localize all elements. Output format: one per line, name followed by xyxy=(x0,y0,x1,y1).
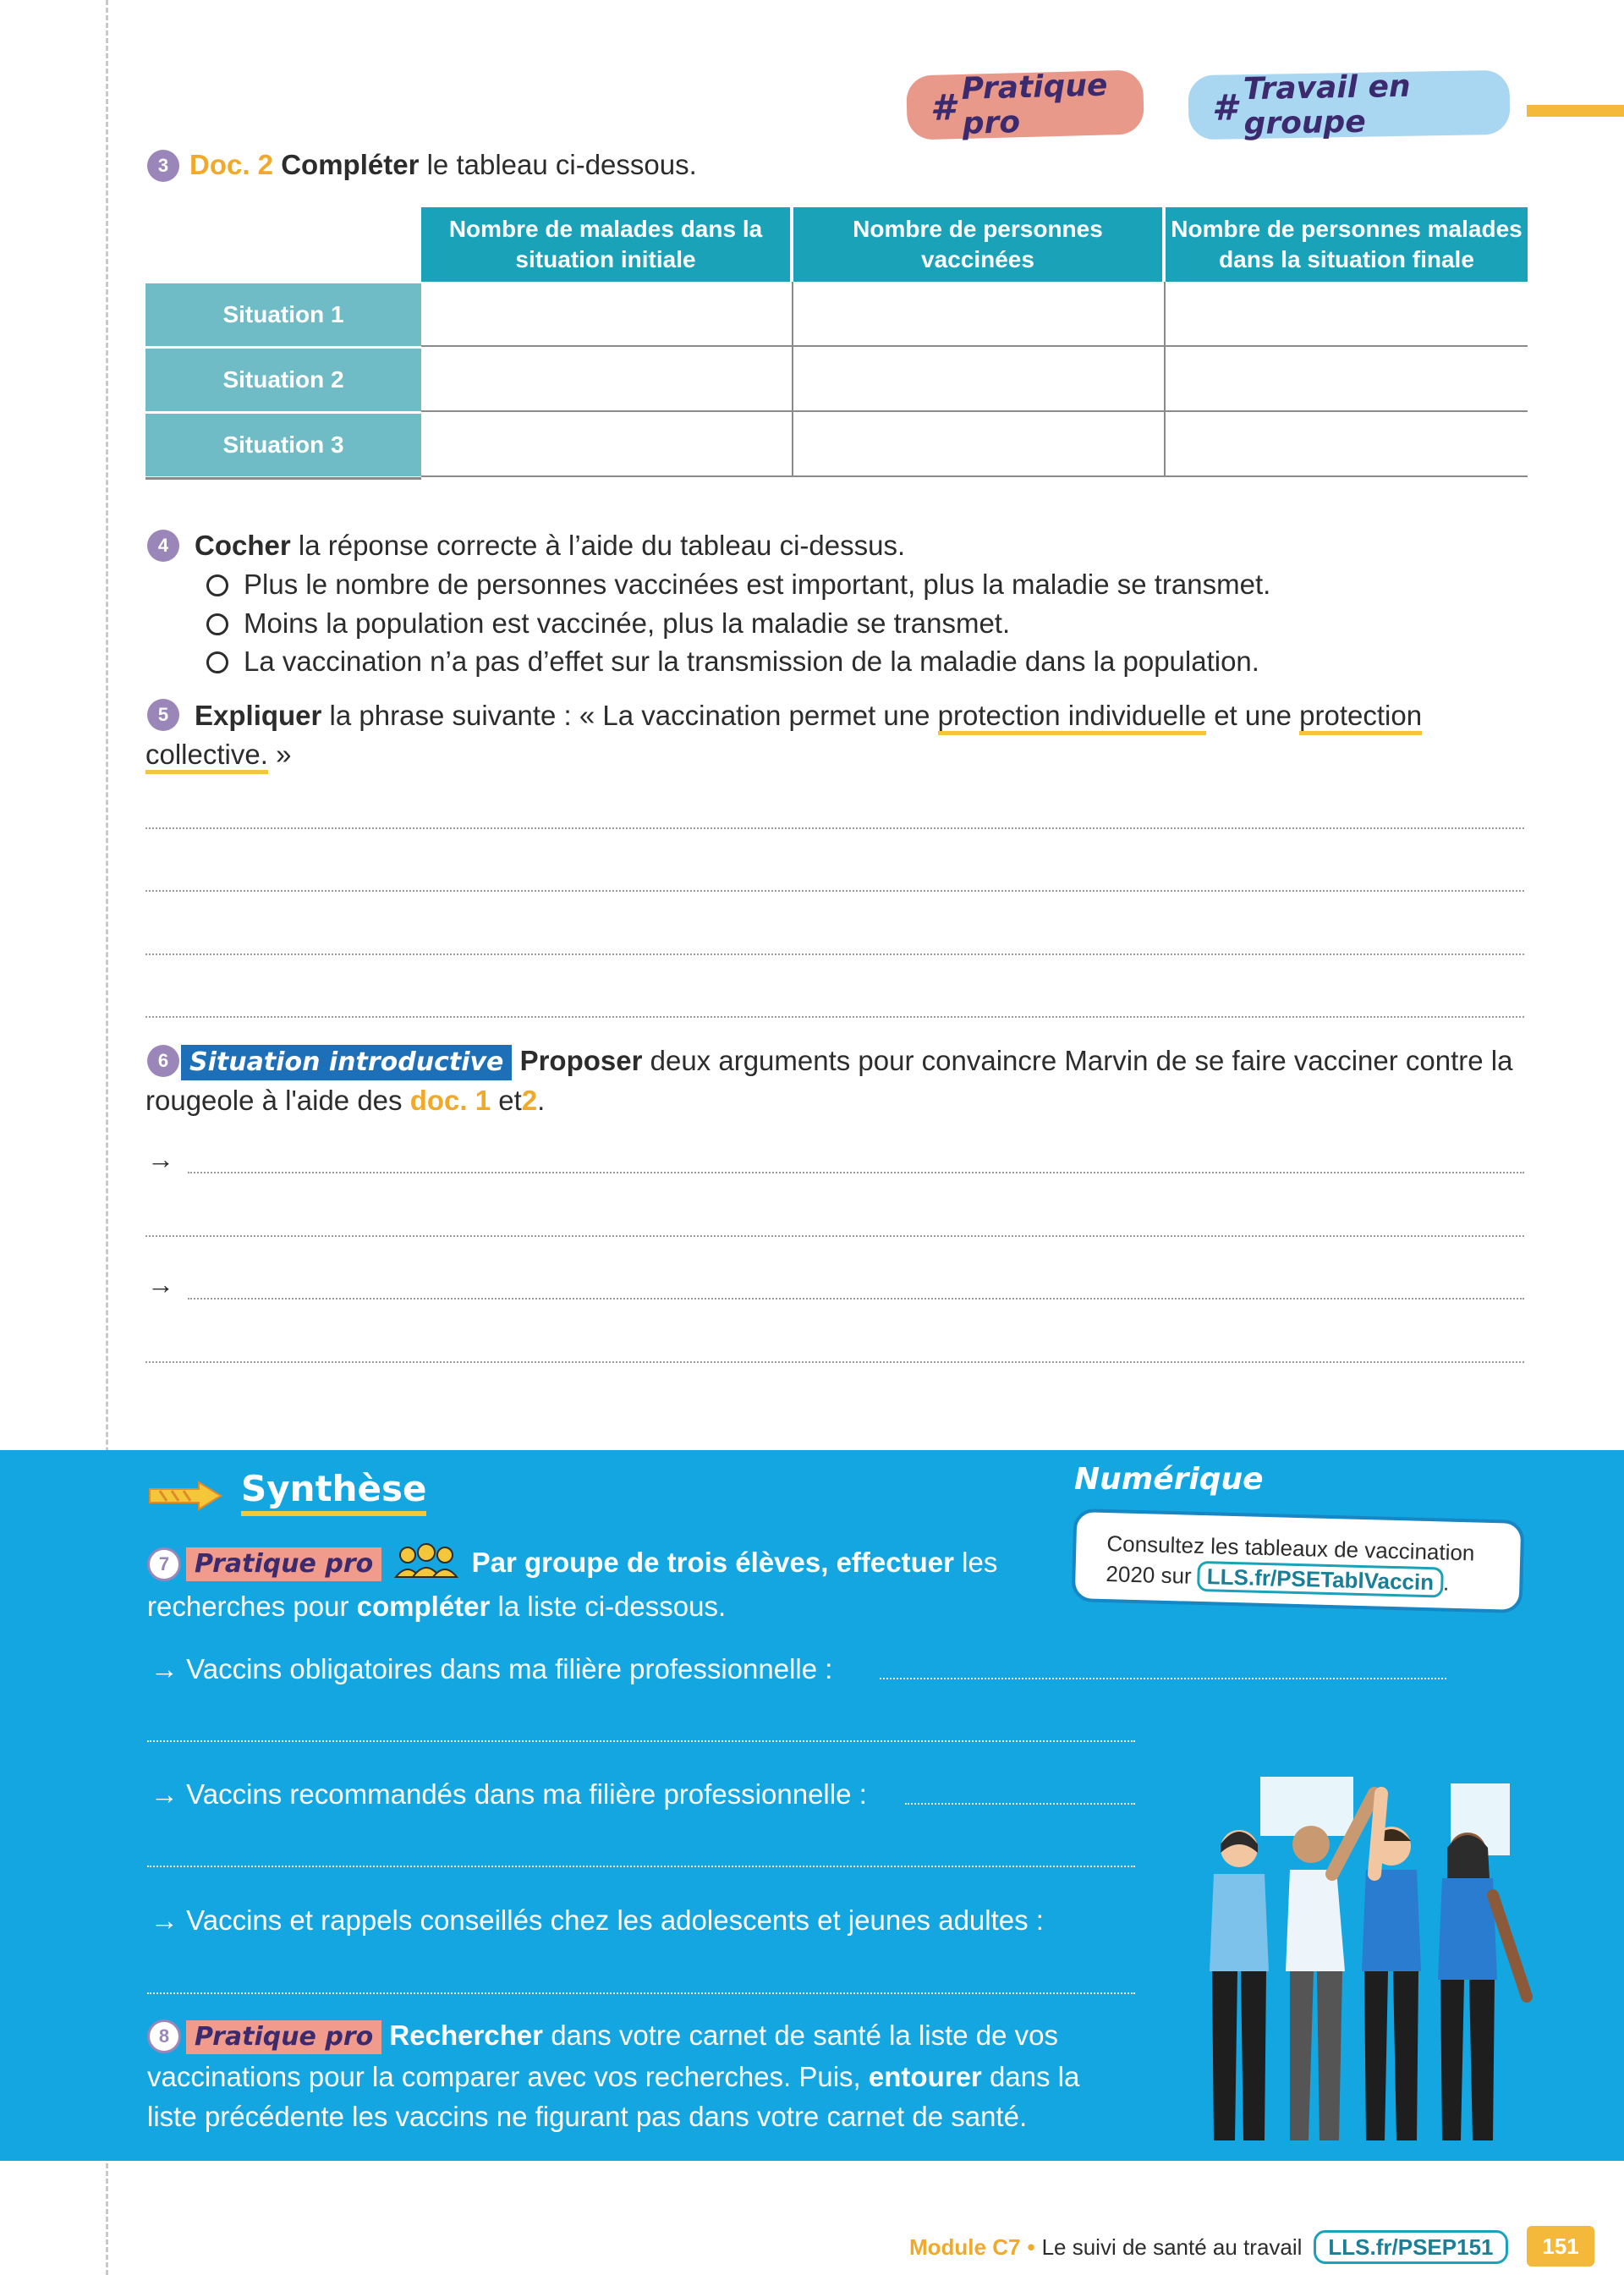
table-cell[interactable] xyxy=(793,347,1166,412)
answer-line[interactable] xyxy=(145,1016,1524,1018)
question-rest: . xyxy=(537,1085,546,1116)
table-row-label: Situation 2 xyxy=(145,349,421,411)
answer-line[interactable] xyxy=(905,1803,1135,1805)
arrow-icon: → xyxy=(147,1144,174,1174)
doc-ref: doc. 1 xyxy=(409,1085,491,1116)
numerique-link[interactable]: LLS.fr/PSETablVaccin xyxy=(1197,1561,1443,1598)
question-number: 7 xyxy=(147,1547,181,1581)
question-6-text-line2 xyxy=(145,1081,545,1120)
hashtag-icon: # xyxy=(1211,85,1237,129)
question-rest: rougeole à l'aide des xyxy=(145,1085,403,1116)
table-header: Nombre de malades dans la situation initiale xyxy=(421,207,790,282)
table-cell[interactable] xyxy=(421,412,793,477)
page-number: 151 xyxy=(1527,2226,1594,2267)
question-number: 5 xyxy=(147,699,179,731)
arrow-right-icon xyxy=(148,1481,222,1511)
tag-pratique-pro xyxy=(906,69,1144,140)
doc-ref: 2 xyxy=(521,1085,538,1116)
question-rest: » xyxy=(276,739,292,770)
question-8-text-line3: liste précédente les vaccins ne figurant pas dans votre carnet de santé. xyxy=(147,2101,1028,2132)
question-verb: entourer xyxy=(868,2061,982,2092)
question-5-text xyxy=(195,696,1422,735)
question-rest: deux arguments pour convaincre Marvin de se faire vacciner contre la xyxy=(650,1045,1513,1076)
highlight-text: protection xyxy=(1299,700,1422,735)
question-rest: vaccinations pour la comparer avec vos recherches. Puis, xyxy=(147,2061,861,2092)
question-rest: la liste ci-dessous. xyxy=(497,1591,727,1622)
table-cell[interactable] xyxy=(421,347,793,412)
option-label: Moins la population est vaccinée, plus la maladie se transmet. xyxy=(244,607,1011,639)
radio-circle-icon[interactable] xyxy=(206,574,228,596)
tag-travail-groupe-label: Travail en groupe xyxy=(1243,69,1411,142)
table-cell[interactable] xyxy=(793,412,1166,477)
numerique-end: . xyxy=(1442,1569,1450,1596)
answer-line[interactable] xyxy=(145,890,1524,892)
question-rest: le tableau ci-dessous. xyxy=(426,149,697,180)
table-row-label: Situation 3 xyxy=(145,414,421,476)
highlight-text: collective. xyxy=(145,739,268,774)
question-verb: Expliquer xyxy=(195,700,322,731)
numerique-text: Consultez les tableaux de vaccination xyxy=(1106,1530,1475,1566)
question-8-text xyxy=(186,2016,1058,2055)
group-people-icon xyxy=(392,1543,460,1579)
pratique-pro-tag: Pratique pro xyxy=(186,1547,381,1581)
question-rest: dans votre carnet de santé la liste de vos xyxy=(551,2019,1059,2051)
footer-link[interactable]: LLS.fr/PSEP151 xyxy=(1314,2230,1507,2264)
answer-line[interactable] xyxy=(880,1678,1446,1679)
question-number: 3 xyxy=(147,150,179,182)
synthese-list-item: → Vaccins et rappels conseillés chez les adolescents et jeunes adultes : xyxy=(151,1904,1044,1936)
table-cell[interactable] xyxy=(793,282,1166,347)
question-verb: Proposer xyxy=(519,1045,643,1076)
question-3-text xyxy=(189,146,697,184)
synthese-list-item: → Vaccins obligatoires dans ma filière professionnelle : xyxy=(151,1653,833,1684)
footer-module: Module C7 xyxy=(909,2234,1021,2260)
radio-circle-icon[interactable] xyxy=(206,613,228,635)
question-verb: compléter xyxy=(356,1591,491,1622)
footer-title: Le suivi de santé au travail xyxy=(1041,2234,1303,2260)
question-number: 6 xyxy=(147,1045,179,1077)
question-7-text-line2 xyxy=(147,1587,726,1626)
question-7-text xyxy=(186,1543,997,1582)
answer-line[interactable] xyxy=(145,953,1524,955)
team-high-five-illustration xyxy=(1163,1777,1561,2157)
option-row[interactable] xyxy=(206,642,1259,681)
numerique-box xyxy=(1072,1508,1525,1613)
question-6-text xyxy=(181,1041,1512,1080)
question-8-text-line2 xyxy=(147,2058,1079,2096)
question-verb: Compléter xyxy=(281,149,420,180)
arrow-icon: → xyxy=(147,1269,174,1300)
question-rest: les xyxy=(962,1547,998,1578)
doc-ref: Doc. 2 xyxy=(189,149,274,180)
table-cell[interactable] xyxy=(421,282,793,347)
synthese-title: Synthèse xyxy=(241,1468,426,1516)
table-cell[interactable] xyxy=(1166,282,1528,347)
table-cell[interactable] xyxy=(1166,347,1528,412)
numerique-title: Numérique xyxy=(1074,1462,1264,1497)
page-footer xyxy=(909,2230,1508,2264)
tag-travail-groupe xyxy=(1188,70,1510,140)
answer-line[interactable] xyxy=(147,1740,1135,1742)
question-rest: et xyxy=(498,1085,522,1116)
answer-line[interactable] xyxy=(147,1866,1135,1867)
option-row[interactable] xyxy=(206,565,1270,604)
question-5-text-line2 xyxy=(145,735,291,774)
synthese-list-item: → Vaccins recommandés dans ma filière professionnelle : xyxy=(151,1778,867,1810)
question-rest: recherches pour xyxy=(147,1591,349,1622)
question-rest: et une xyxy=(1214,700,1292,731)
hashtag-icon: # xyxy=(930,85,956,129)
question-number: 4 xyxy=(147,530,179,562)
question-rest: la phrase suivante : « La vaccination permet une xyxy=(329,700,930,731)
table-cell[interactable] xyxy=(1166,412,1528,477)
highlight-text: protection individuelle xyxy=(938,700,1206,735)
answer-line[interactable] xyxy=(145,1235,1524,1237)
table-row-label: Situation 1 xyxy=(145,283,421,346)
question-verb: Par groupe de trois élèves, effectuer xyxy=(471,1547,954,1578)
question-rest: la réponse correcte à l’aide du tableau ci-dessus. xyxy=(298,530,906,561)
table-bottom-border xyxy=(145,477,421,480)
answer-line[interactable] xyxy=(188,1172,1524,1173)
table-header: Nombre de personnes malades dans la situation finale xyxy=(1166,207,1528,282)
option-label: La vaccination n’a pas d’effet sur la transmission de la maladie dans la population. xyxy=(244,646,1259,677)
table-header: Nombre de personnes vaccinées xyxy=(793,207,1162,282)
numerique-text: 2020 sur xyxy=(1106,1561,1193,1589)
situation-introductive-tag: Situation introductive xyxy=(181,1045,512,1080)
pratique-pro-tag: Pratique pro xyxy=(186,2020,381,2054)
question-verb: Rechercher xyxy=(389,2019,544,2051)
option-label: Plus le nombre de personnes vaccinées est important, plus la maladie se transmet. xyxy=(244,569,1271,600)
answer-line[interactable] xyxy=(145,827,1524,829)
top-accent-bar xyxy=(1527,105,1624,117)
answer-line[interactable] xyxy=(147,1992,1135,1994)
answer-line[interactable] xyxy=(188,1298,1524,1300)
option-row[interactable] xyxy=(206,604,1010,643)
question-4-text xyxy=(195,526,905,565)
question-verb: Cocher xyxy=(195,530,291,561)
radio-circle-icon[interactable] xyxy=(206,651,228,673)
question-rest: dans la xyxy=(989,2061,1080,2092)
footer-bullet: • xyxy=(1027,2234,1035,2260)
answer-line[interactable] xyxy=(145,1361,1524,1363)
tag-pratique-pro-label: Pratique pro xyxy=(961,68,1108,141)
question-number: 8 xyxy=(147,2019,181,2053)
